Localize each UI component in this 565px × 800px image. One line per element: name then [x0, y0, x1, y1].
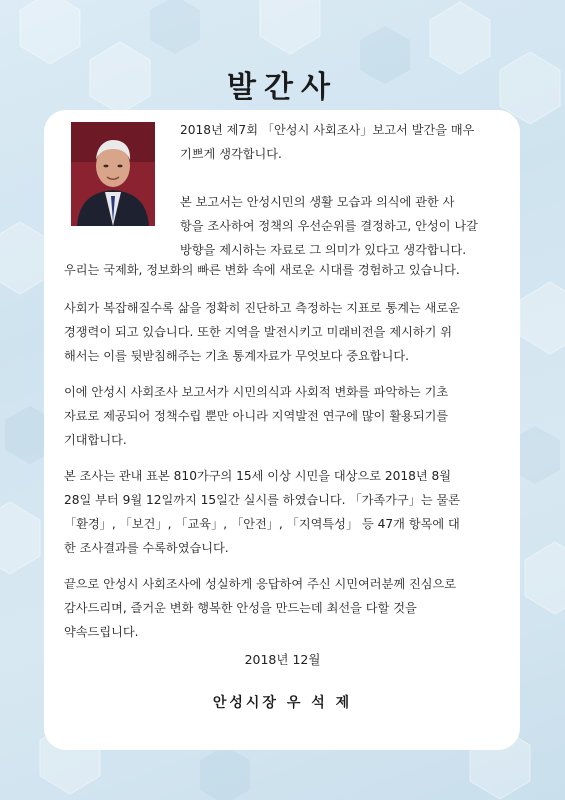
paragraph-line: 자료로 제공되어 정책수립 뿐만 아니라 지역발전 연구에 많이 활용되기를 — [64, 409, 449, 423]
intro-line: 본 보고서는 안성시민의 생활 모습과 의식에 관한 사 — [180, 195, 455, 209]
paragraph-line: 28일 부터 9월 12일까지 15일간 실시를 하였습니다. 「가족가구」는 물론 — [64, 493, 461, 507]
paragraph-line: 기대합니다. — [64, 433, 127, 447]
body-paragraph — [64, 296, 460, 368]
body-paragraph — [64, 572, 456, 644]
paragraph-line: 약속드립니다. — [64, 625, 139, 639]
paragraph-line: 「환경」, 「보건」, 「교육」, 「안전」, 「지역특성」 등 47개 항목에 대 — [64, 517, 460, 531]
body-paragraph — [64, 380, 448, 452]
mayor-signature: 안성시장 우 석 제 — [212, 695, 353, 711]
paragraph-line: 한 조사결과를 수록하였습니다. — [64, 541, 229, 555]
paragraph-line: 우리는 국제화, 정보화의 빠른 변화 속에 새로운 시대를 경험하고 있습니다. — [64, 263, 460, 277]
publication-date: 2018년 12월 — [244, 652, 321, 667]
body-paragraph — [64, 464, 460, 560]
intro-line: 항을 조사하여 정책의 우선순위를 결정하고, 안성이 나갈 — [180, 219, 478, 233]
body-paragraph — [64, 258, 460, 282]
paragraph-line: 끝으로 안성시 사회조사에 성실하게 응답하여 주신 시민여러분께 진심으로 — [64, 577, 457, 591]
intro-line — [180, 166, 478, 190]
paragraph-line: 본 조사는 관내 표본 810가구의 15세 이상 시민을 대상으로 2018년 8월 — [64, 469, 452, 483]
paragraph-line: 이에 안성시 사회조사 보고서가 시민의식과 사회적 변화를 파악하는 기초 — [64, 385, 449, 399]
intro-line: 기쁘게 생각합니다. — [180, 147, 282, 161]
intro-line: 방향을 제시하는 자료로 그 의미가 있다고 생각합니다. — [180, 243, 467, 257]
paragraph-line: 경쟁력이 되고 있습니다. 또한 지역을 발전시키고 미래비전을 제시하기 위 — [64, 325, 453, 339]
page-title: 발간사 — [227, 70, 338, 105]
paragraph-line: 사회가 복잡해질수록 삶을 정확히 진단하고 측정하는 지표로 통계는 새로운 — [64, 301, 460, 315]
intro-paragraph — [180, 118, 478, 262]
paragraph-line: 감사드리며, 즐거운 변화 행복한 안성을 만드는데 최선을 다할 것을 — [64, 601, 417, 615]
paragraph-line: 해서는 이를 뒷받침해주는 기초 통계자료가 무엇보다 중요합니다. — [64, 349, 409, 363]
mayor-portrait — [71, 122, 155, 226]
intro-line: 2018년 제7회 「안성시 사회조사」보고서 발간을 매우 — [180, 123, 475, 137]
